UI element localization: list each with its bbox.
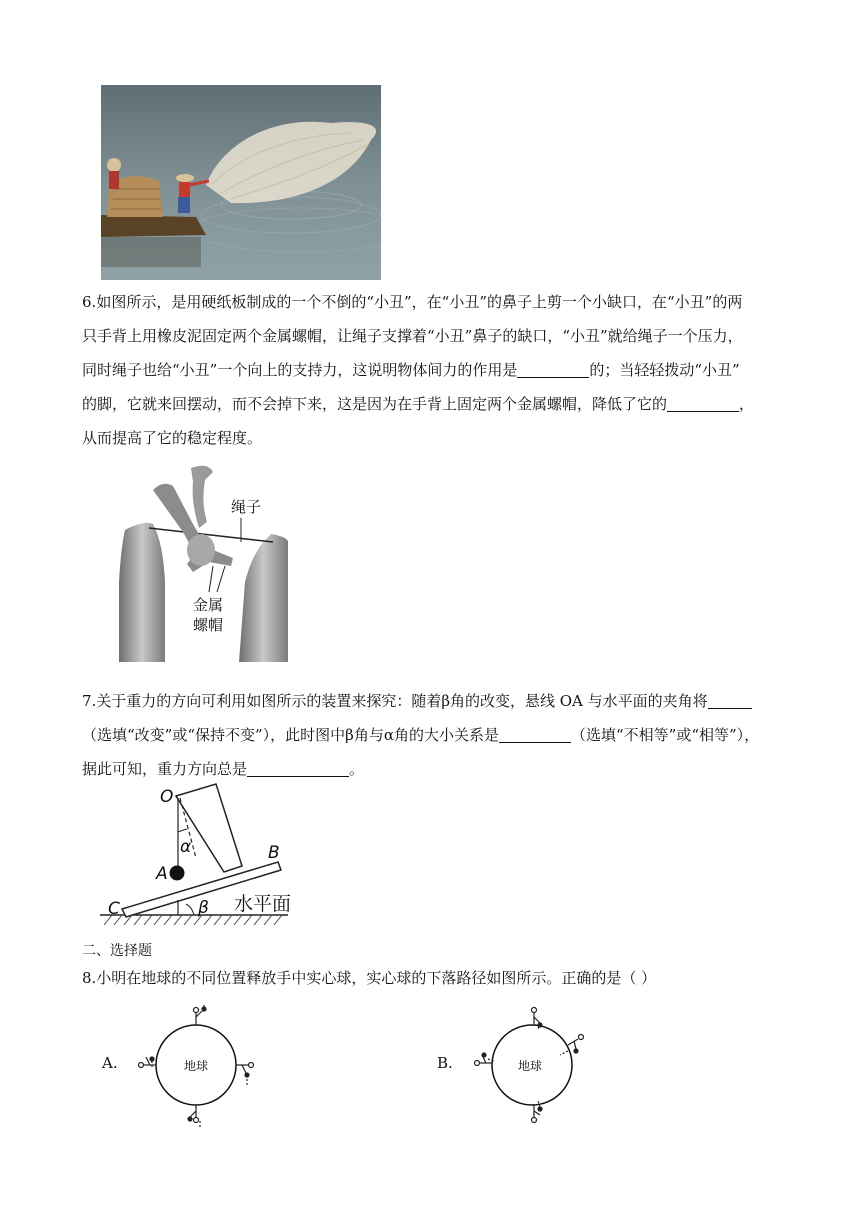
question-7 (82, 684, 792, 786)
q6-line-4: 的脚，它就来回摆动，而不会掉下来，这是因为在手背上固定两个金属螺帽，降低了它的 ， (82, 395, 755, 413)
option-b-figure[interactable] (468, 1003, 598, 1129)
answer-blank[interactable] (247, 758, 349, 777)
question-8: 8.小明在地球的不同位置释放手中实心球，实心球的下落路径如图所示。正确的是（ ） (82, 969, 657, 987)
q7-line-3: 据此可知，重力方向总是 。 (82, 760, 365, 778)
nut-label-line1: 金属 (193, 596, 224, 614)
q7-line-1: 7.关于重力的方向可利用如图所示的装置来探究：随着β角的改变，悬线 OA 与水平面的夹角将 (82, 684, 792, 718)
q6-line-1: 6.如图所示，是用硬纸板制成的一个不倒的“小丑”，在“小丑”的鼻子上剪一个小缺口，在“小丑”的两 (82, 293, 743, 311)
label-alpha: α (180, 837, 192, 857)
answer-blank[interactable] (517, 359, 589, 378)
answer-blank[interactable] (499, 724, 571, 743)
q6-line-3: 同时绳子也给“小丑”一个向上的支持力，这说明物体间力的作用是 的；当轻轻拨动“小丑” (82, 361, 740, 379)
earth-label-b: 地球 (518, 1059, 543, 1073)
label-B: B (268, 843, 280, 863)
incline-apparatus-drawing (100, 782, 310, 934)
option-a-figure[interactable] (138, 1003, 268, 1129)
answer-blank[interactable] (708, 690, 752, 709)
label-horizontal: 水平面 (234, 893, 292, 915)
clown-figure-drawing (113, 462, 288, 662)
label-A: A (156, 864, 168, 884)
label-beta: β (198, 898, 209, 918)
option-b-label[interactable]: B. (437, 1054, 453, 1072)
earth-diagram-a (138, 1003, 268, 1129)
question-6 (82, 285, 782, 455)
clown-figure (113, 462, 288, 662)
nut-label-line2: 螺帽 (193, 616, 224, 634)
fishing-net-photo (101, 85, 381, 280)
earth-label-a: 地球 (184, 1059, 209, 1073)
incline-apparatus-figure (100, 782, 310, 934)
q6-line-2: 只手背上用橡皮泥固定两个金属螺帽，让绳子支撑着“小丑”鼻子的缺口，“小丑”就给绳子一个压力， (82, 327, 743, 345)
label-C: C (108, 899, 120, 919)
section-title-choice: 二、选择题 (82, 943, 152, 959)
earth-diagram-b (468, 1003, 598, 1129)
q6-line-5: 从而提高了它的稳定程度。 (82, 429, 263, 447)
label-O: O (160, 787, 174, 807)
rope-label: 绳子 (231, 498, 262, 516)
answer-blank[interactable] (667, 393, 739, 412)
fishing-net-photo-drawing (101, 85, 381, 280)
q7-line-2: （选填“改变”或“保持不变”），此时图中β角与α角的大小关系是 （选填“不相等”或“相等”）， (82, 726, 760, 744)
option-a-label[interactable]: A. (102, 1054, 118, 1072)
